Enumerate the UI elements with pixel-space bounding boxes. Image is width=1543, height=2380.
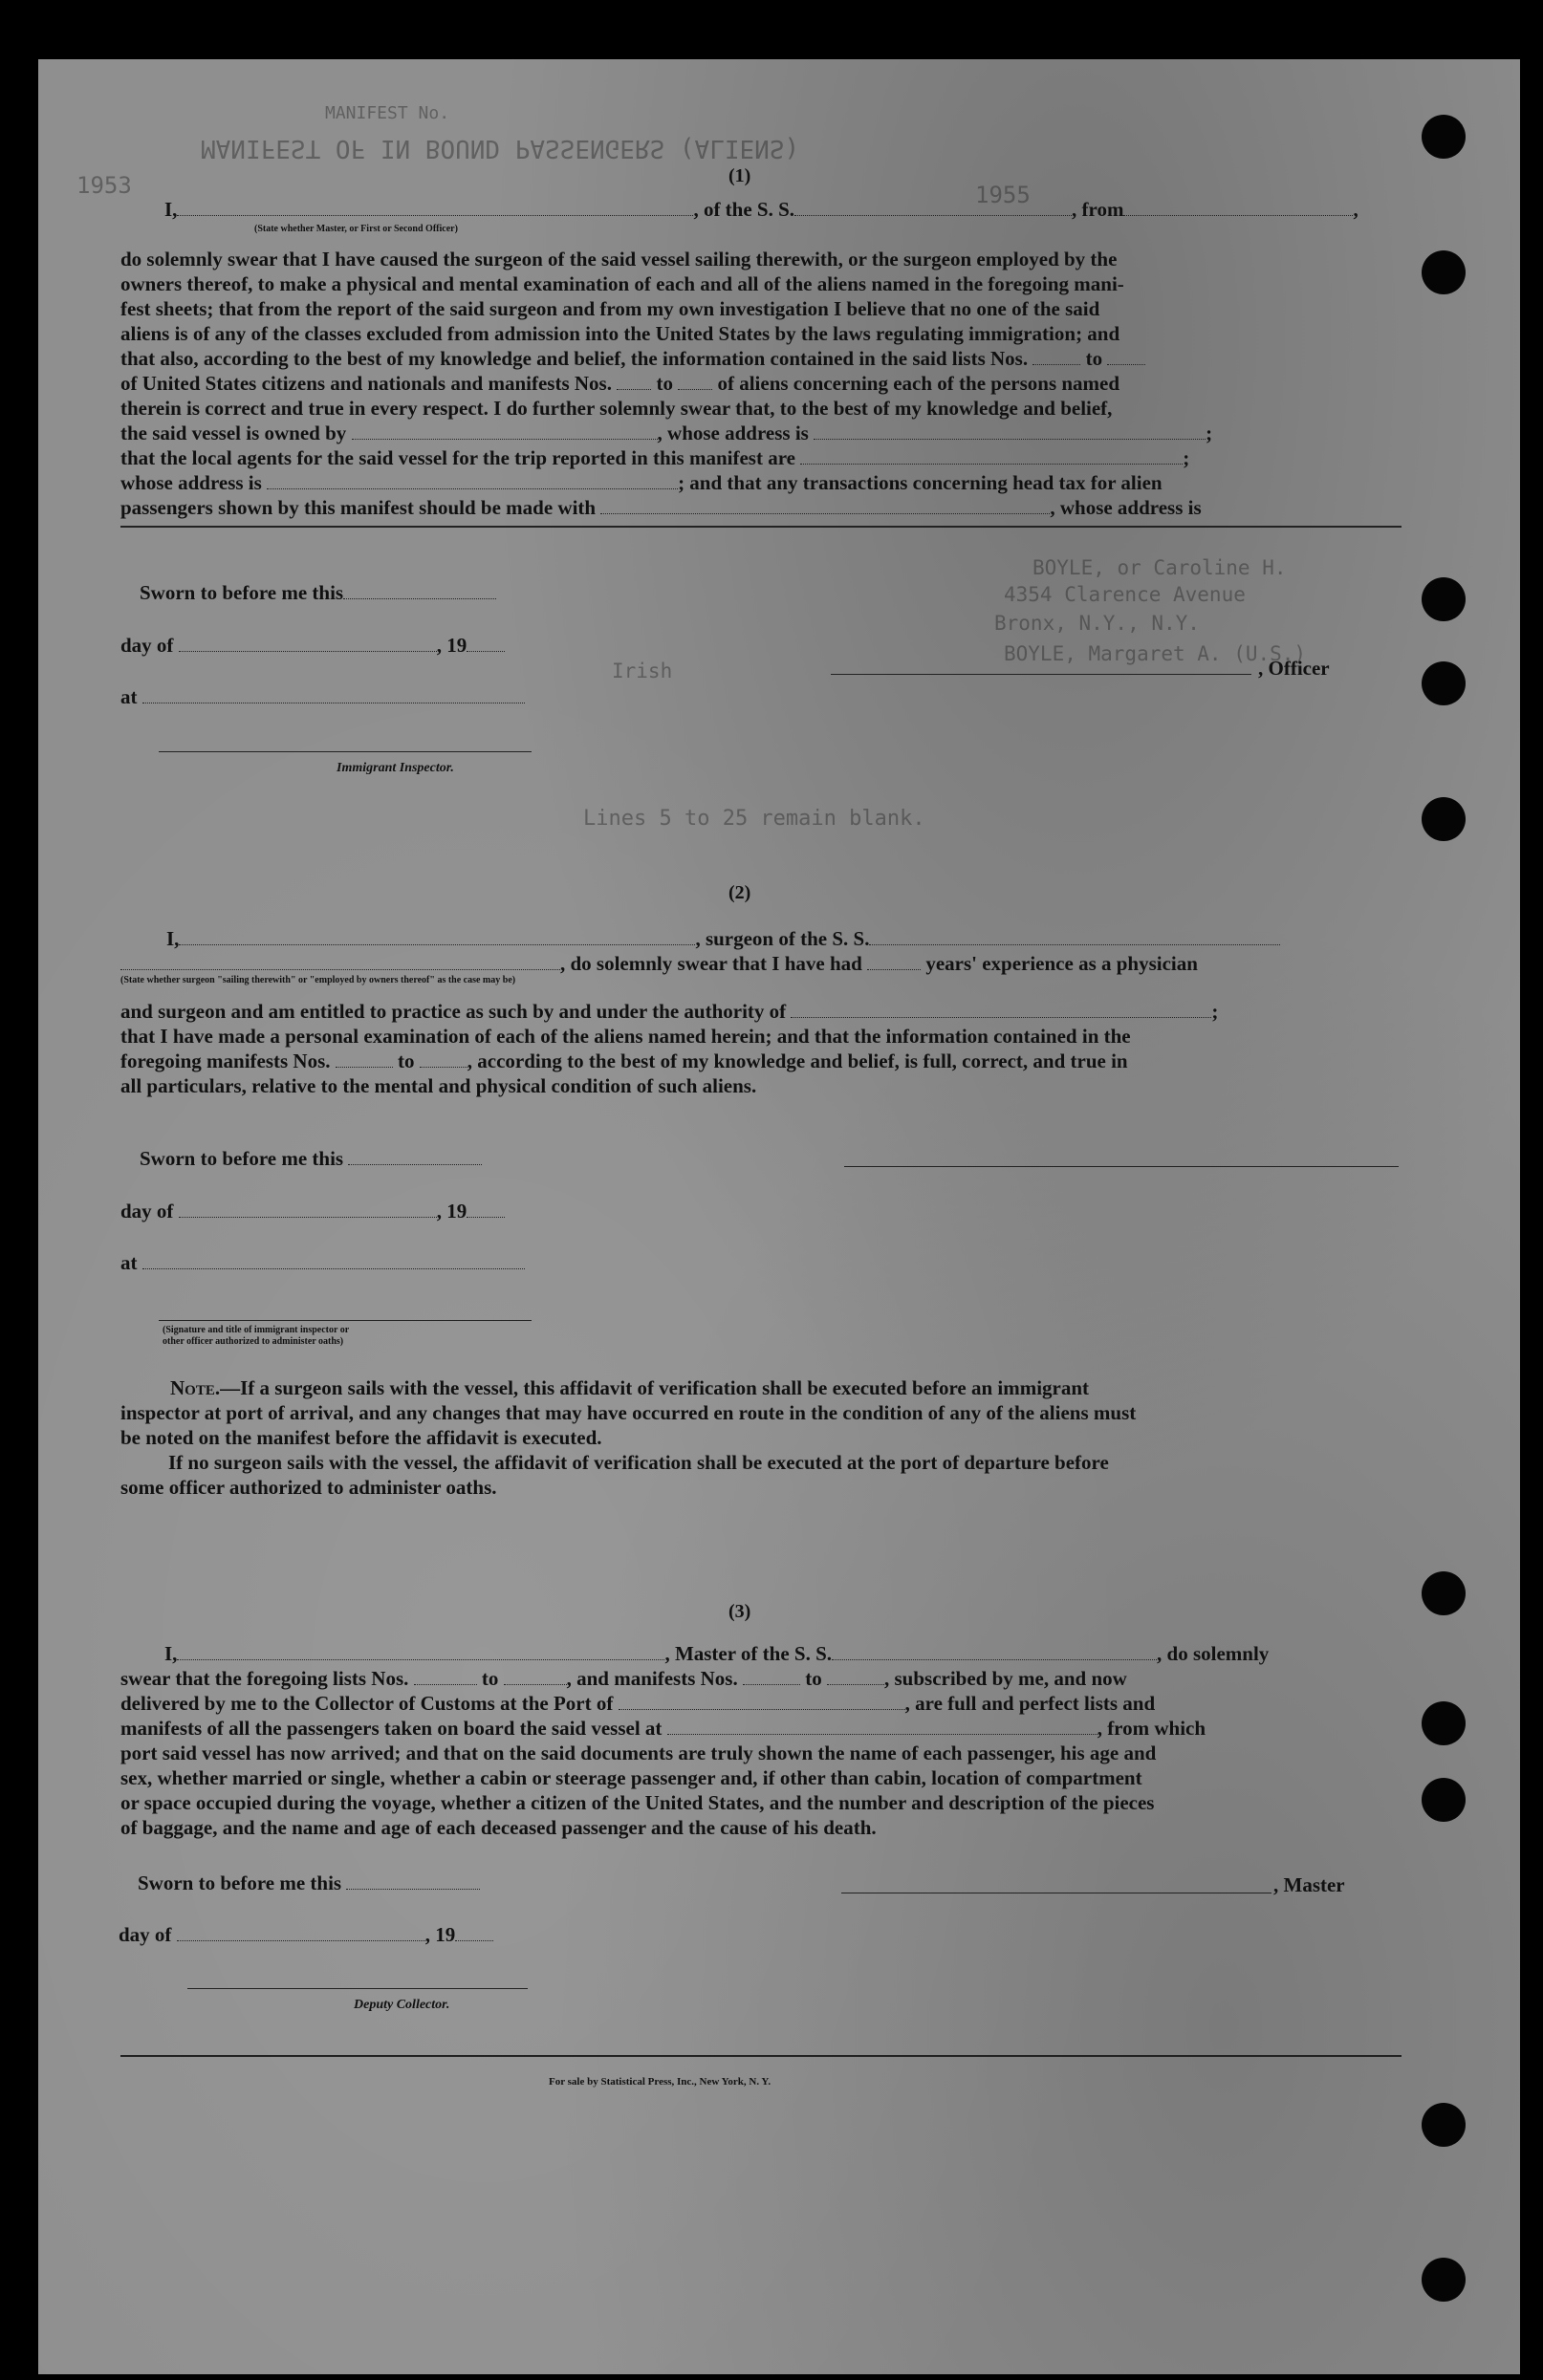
s2-line-2: , do solemnly swear that I have had years' experience as a physician: [120, 952, 1198, 975]
show-through-line: Lines 5 to 25 remain blank.: [583, 807, 925, 831]
show-through-line: BOYLE, Margaret A. (U.S.): [1004, 642, 1307, 665]
show-through-line: BOYLE, or Caroline H.: [1032, 556, 1287, 579]
s1-body-line: fest sheets; that from the report of the said surgeon and from my own investigation I believe that no one of the said: [120, 297, 1100, 320]
s2-inspector-signature-line: [159, 1320, 532, 1321]
header-bleed: MANIFEST OF IN BOUND PASSENGERS (ALIENS): [201, 134, 800, 162]
show-through-line: Irish: [612, 660, 673, 682]
s1-body-line: the said vessel is owned by , whose address is ;: [120, 422, 1213, 444]
header-bleed-number-left: 1953: [76, 172, 132, 199]
punch-hole: [1422, 1701, 1466, 1745]
show-through-line: Bronx, N.Y., N.Y.: [994, 612, 1200, 635]
s2-note-line: inspector at port of arrival, and any changes that may have occurred en route in the condition of any of the aliens must: [120, 1401, 1137, 1424]
s3-body-line: of baggage, and the name and age of each deceased passenger and the cause of his death.: [120, 1816, 877, 1839]
s3-deputy-caption: Deputy Collector.: [354, 1998, 450, 2012]
printer-footer: For sale by Statistical Press, Inc., New York, N. Y.: [549, 2076, 772, 2088]
s1-state-caption: (State whether Master, or First or Second Officer): [254, 224, 458, 234]
s3-line-i: I, , Master of the S. S. , do solemnly: [164, 1642, 1270, 1665]
s2-sig-caption: other officer authorized to administer oaths): [163, 1336, 344, 1347]
s3-body-line: delivered by me to the Collector of Customs at the Port of , are full and perfect lists and: [120, 1692, 1156, 1715]
s1-officer: , Officer: [1258, 657, 1330, 680]
s1-body-line: do solemnly swear that I have caused the surgeon of the said vessel sailing therewith, or the surgeon employed by the: [120, 248, 1118, 270]
punch-hole: [1422, 661, 1466, 705]
punch-hole: [1422, 797, 1466, 841]
punch-hole: [1422, 115, 1466, 159]
s2-body-line: that I have made a personal examination of each of the aliens named herein; and that the information contained in the: [120, 1025, 1131, 1048]
s2-signature-line: [844, 1166, 1399, 1167]
s1-body-line: that the local agents for the said vessel for the trip reported in this manifest are ;: [120, 446, 1190, 469]
s2-note-line: be noted on the manifest before the affidavit is executed.: [120, 1426, 602, 1449]
punch-hole: [1422, 250, 1466, 294]
s1-body-line: therein is correct and true in every respect. I do further solemnly swear that, to the best of my knowledge and belief,: [120, 397, 1113, 420]
punch-hole: [1422, 1571, 1466, 1615]
s1-at: at: [120, 685, 525, 708]
s2-day-of: day of , 19: [120, 1200, 505, 1222]
s3-body-line: port said vessel has now arrived; and that on the said documents are truly shown the name of each passenger, his age and: [120, 1742, 1157, 1764]
header-bleed-number-right: 1955: [975, 182, 1031, 208]
s3-sworn: Sworn to before me this: [138, 1872, 480, 1894]
s1-inspector-caption: Immigrant Inspector.: [337, 761, 454, 775]
section-1-heading: (1): [728, 165, 751, 186]
s1-body-line: that also, according to the best of my knowledge and belief, the information contained in the said lists Nos. to: [120, 347, 1145, 370]
s3-body-line: sex, whether married or single, whether a cabin or steerage passenger and, if other than cabin, location of compartment: [120, 1766, 1142, 1789]
s2-note-line: Note.—If a surgeon sails with the vessel, this affidavit of verification shall be executed before an immigrant: [170, 1376, 1090, 1399]
s1-body-line: owners thereof, to make a physical and mental examination of each and all of the aliens named in the foregoing mani-: [120, 272, 1124, 295]
s1-body-line: of United States citizens and nationals and manifests Nos. to of aliens concerning each of the persons named: [120, 372, 1120, 395]
s1-officer-signature-line: [831, 674, 1251, 675]
s2-sworn: Sworn to before me this: [140, 1147, 482, 1170]
s1-sworn: Sworn to before me this: [140, 581, 496, 604]
manifest-back-page: [38, 59, 1520, 2374]
section-2-heading: (2): [728, 882, 751, 903]
show-through-line: 4354 Clarence Avenue: [1004, 583, 1246, 606]
s2-body-line: foregoing manifests Nos. to , according to the best of my knowledge and belief, is full, correct, and true in: [120, 1049, 1128, 1072]
s1-line-i: I, , of the S. S. , from ,: [164, 198, 1358, 221]
s3-deputy-signature-line: [187, 1988, 528, 1989]
s2-state-caption: (State whether surgeon "sailing therewith" or "employed by owners thereof" as the case may be): [120, 975, 516, 985]
s2-body-line: and surgeon and am entitled to practice as such by and under the authority of ;: [120, 1000, 1219, 1023]
s2-body-line: all particulars, relative to the mental and physical condition of such aliens.: [120, 1074, 757, 1097]
s2-sig-caption: (Signature and title of immigrant inspector or: [163, 1325, 350, 1335]
s3-body-line: manifests of all the passengers taken on board the said vessel at , from which: [120, 1717, 1206, 1740]
s1-day-of: day of , 19: [120, 634, 505, 657]
punch-hole: [1422, 1778, 1466, 1822]
header-bleed-manifest-no: MANIFEST No.: [325, 103, 450, 123]
s2-at: at: [120, 1251, 525, 1274]
s3-master: , Master: [1273, 1873, 1345, 1896]
s1-body-line: aliens is of any of the classes excluded from admission into the United States by the laws regulating immigration; and: [120, 322, 1120, 345]
s2-note-line: some officer authorized to administer oaths.: [120, 1476, 497, 1499]
s1-body-line: whose address is ; and that any transactions concerning head tax for alien: [120, 471, 1163, 494]
s1-body-line: passengers shown by this manifest should be made with , whose address is: [120, 496, 1202, 519]
s1-inspector-signature-line: [159, 751, 532, 752]
punch-hole: [1422, 2103, 1466, 2147]
footer-rule: [120, 2055, 1402, 2057]
s2-note-line: If no surgeon sails with the vessel, the affidavit of verification shall be executed at the port of departure before: [168, 1451, 1109, 1474]
s1-rule: [120, 526, 1402, 528]
s3-body-line: or space occupied during the voyage, whether a citizen of the United States, and the number and description of the pieces: [120, 1791, 1155, 1814]
punch-hole: [1422, 577, 1466, 621]
s2-line-i: I, , surgeon of the S. S.: [166, 927, 1280, 950]
s3-day-of: day of , 19: [119, 1923, 493, 1946]
punch-hole: [1422, 2258, 1466, 2302]
s3-body-line: swear that the foregoing lists Nos. to , and manifests Nos. to , subscribed by me, and now: [120, 1667, 1127, 1690]
section-3-heading: (3): [728, 1601, 751, 1622]
